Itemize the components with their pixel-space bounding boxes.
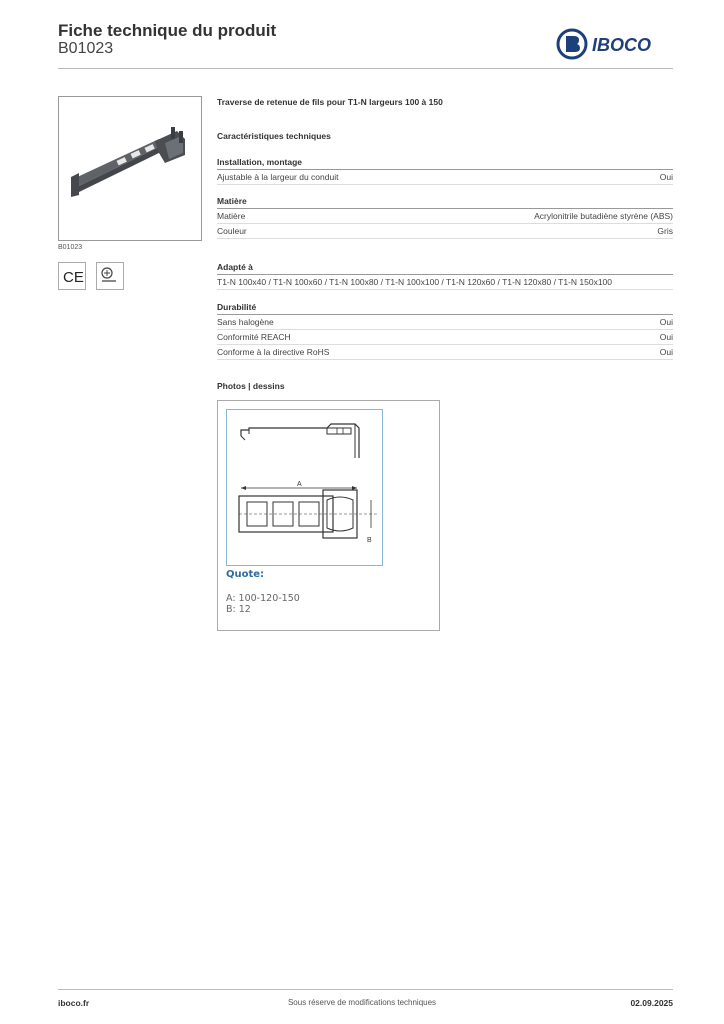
compatible-list (217, 275, 673, 290)
spec-label: Conformité REACH (217, 332, 291, 342)
ce-mark-text: CE (63, 269, 84, 286)
spec-row (217, 315, 673, 330)
spec-value: Gris (657, 226, 673, 236)
group-durability (217, 302, 673, 360)
group-title: Adapté à (217, 262, 673, 275)
compatible-text: T1-N 100x40 / T1-N 100x60 / T1-N 100x80 / T1-N 100x100 / T1-N 120x60 / T1-N 120x80 / T1-N 150x100 (217, 277, 612, 287)
ce-mark-icon (58, 262, 86, 290)
dimension-a-label: A (297, 481, 302, 488)
product-description: Traverse de retenue de fils pour T1-N largeurs 100 à 150 (217, 97, 443, 107)
brand-name: IBOCO (592, 35, 652, 55)
product-code-header: B01023 (58, 40, 114, 57)
spec-value: Oui (659, 172, 673, 182)
technical-drawing (217, 400, 440, 631)
quote-title: Quote: (226, 569, 265, 580)
footer-date: 02.09.2025 (630, 998, 673, 1008)
spec-label: Couleur (217, 226, 247, 236)
product-image (58, 96, 202, 241)
iboco-logo[interactable] (556, 27, 674, 61)
spec-value: Acrylonitrile butadiène styrène (ABS) (534, 211, 673, 221)
quote-dimension-a: A: 100-120-150 (226, 593, 300, 604)
footer-website-link[interactable]: iboco.fr (58, 998, 90, 1008)
group-title: Durabilité (217, 302, 673, 315)
photos-title: Photos | dessins (217, 381, 285, 391)
spec-value: Oui (659, 347, 673, 357)
header-divider (58, 68, 673, 69)
spec-label: Matière (217, 211, 246, 221)
spec-label: Conforme à la directive RoHS (217, 347, 330, 357)
group-title: Installation, montage (217, 157, 673, 170)
group-compatible (217, 262, 673, 290)
group-material (217, 196, 673, 239)
dimension-b-label: B (367, 537, 372, 544)
certification-icon (96, 262, 124, 290)
technical-section-title: Caractéristiques techniques (217, 131, 331, 141)
footer-divider (58, 989, 673, 990)
spec-value: Oui (659, 317, 673, 327)
spec-row (217, 224, 673, 239)
footer-notice: Sous réserve de modifications techniques (287, 998, 437, 1007)
group-installation (217, 157, 673, 185)
spec-row (217, 170, 673, 185)
spec-label: Sans halogène (217, 317, 274, 327)
image-caption: B01023 (58, 244, 83, 251)
drawing-image (226, 409, 383, 566)
spec-label: Ajustable à la largeur du conduit (217, 172, 339, 182)
spec-row (217, 209, 673, 224)
spec-row (217, 330, 673, 345)
spec-value: Oui (659, 332, 673, 342)
page-title: Fiche technique du produit (58, 21, 277, 40)
group-title: Matière (217, 196, 673, 209)
spec-row (217, 345, 673, 360)
quote-dimension-b: B: 12 (226, 604, 251, 615)
